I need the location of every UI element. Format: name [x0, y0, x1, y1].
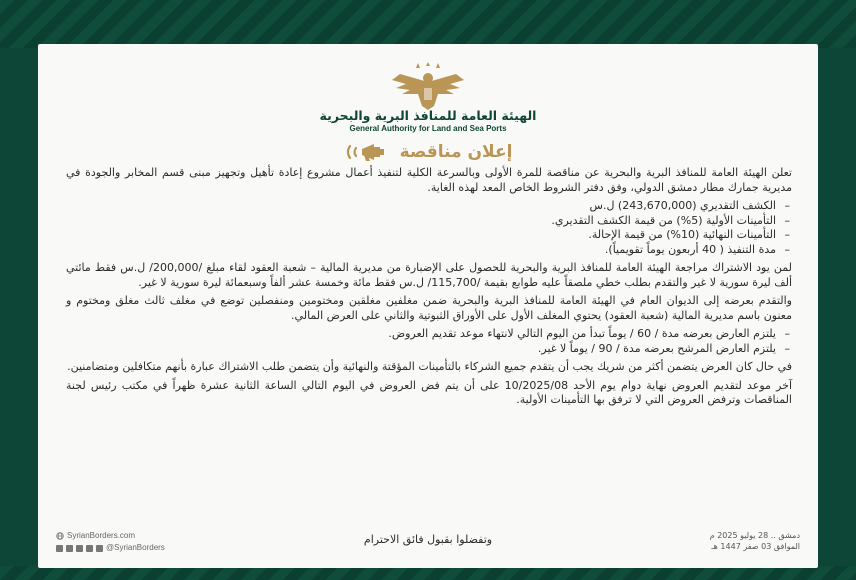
instagram-icon [76, 545, 83, 552]
bottom-pattern-band [0, 566, 856, 580]
list-item: – مدة التنفيذ ( 40 أربعون يوماً تقويمياً). [66, 243, 776, 258]
list-item: – التأمينات الأولية (5%) من قيمة الكشف التقديري. [66, 214, 776, 229]
date-hijri: الموافق 03 صفر 1447 هـ [711, 542, 800, 551]
footer-links [56, 530, 226, 554]
intro-paragraph: تعلن الهيئة العامة للمنافذ البرية والبحرية عن مناقصة للمرة الأولى وبالسرعة الكلية لتنفيذ أعمال مشروع إعادة تأهيل وتجهيز مبنى قسم المخابر والجودة في مديرية جمارك مطار دمشق الدولي، وفق دفتر الشروط الخاص المعد لهذه الغاية. [66, 166, 792, 194]
eagle-logo-icon [378, 62, 478, 112]
facebook-icon [56, 545, 63, 552]
x-icon [66, 545, 73, 552]
youtube-icon [86, 545, 93, 552]
list-item: – يلتزم العارض بعرضه مدة / 60 / يوماً تبدأ من اليوم التالي لانتهاء موعد تقديم العروض. [66, 327, 776, 342]
partners-paragraph: في حال كان العرض يتضمن أكثر من شريك يجب أن يتقدم جميع الشركاء بالتأمينات المؤقتة والنهائية وأن يتضمن طلب الاشتراك عبارة بأنهم متكافلين ومتضامنين. [67, 360, 792, 373]
validity-list [66, 327, 792, 356]
globe-icon [56, 532, 64, 540]
cost-details-list [66, 199, 792, 257]
announcement-title-row [308, 138, 548, 166]
org-name-arabic: الهيئة العامة للمنافذ البرية والبحرية [319, 108, 537, 123]
org-name-english: General Authority for Land and Sea Ports [349, 124, 507, 133]
deadline-paragraph: آخر موعد لتقديم العروض نهاية دوام يوم الأحد 10/2025/08 على أن يتم فض العروض في اليوم التالي الساعة الثانية عشرة ظهراً في مكتب رئيس لجنة المناقصات وترفض العروض التي لا ترفق بها التأمينات الأولية. [66, 378, 792, 406]
top-pattern-band [0, 0, 856, 48]
document-date [650, 530, 800, 552]
social-handle[interactable]: @SyrianBorders [106, 543, 165, 552]
list-item: – يلتزم العارض المرشح بعرضه مدة / 90 / يوماً لا غير. [66, 342, 776, 357]
website-row [56, 530, 226, 542]
date-gregorian: دمشق .. 28 يوليو 2025 م [709, 531, 800, 540]
announcement-title: إعلان مناقصة [399, 142, 513, 162]
website-link[interactable]: SyrianBorders.com [67, 531, 136, 540]
participation-paragraph: لمن يود الاشتراك مراجعة الهيئة العامة للمنافذ البرية والبحرية للحصول على الإضبارة من مديرية المالية – شعبة العقود لقاء مبلغ /200,000/ ل.س فقط مائتي ألف ليرة سورية لا غير والتقدم بطلب خطي ملصقاً عليه طوابع بقيمة /115,700/ ل.س فقط مائة وخمسة عشر ألفاً وسبعمائة ليرة سورية لا غير. [66, 261, 792, 289]
list-item: – الكشف التقديري (243,670,000) ل.س [66, 199, 776, 214]
submission-paragraph: والتقدم بعرضه إلى الديوان العام في الهيئة العامة للمنافذ البرية والبحرية ضمن مغلفين مغلقين ومختومين ومنفصلين توضع في مغلف ثالث مغلق ومختوم و معنون باسم مديرية المالية (شعبة العقود) يحتوي المغلف الأول على الأوراق الثبوتية والثاني على العرض المالي. [66, 294, 792, 322]
announcement-body [66, 166, 792, 532]
telegram-icon [96, 545, 103, 552]
signoff-text: وتفضلوا بقبول فائق الاحترام [363, 533, 493, 546]
document-page [38, 44, 818, 568]
megaphone-icon [344, 141, 390, 163]
social-row [56, 542, 226, 554]
list-item: – التأمينات النهائية (10%) من قيمة الإحالة. [66, 228, 776, 243]
